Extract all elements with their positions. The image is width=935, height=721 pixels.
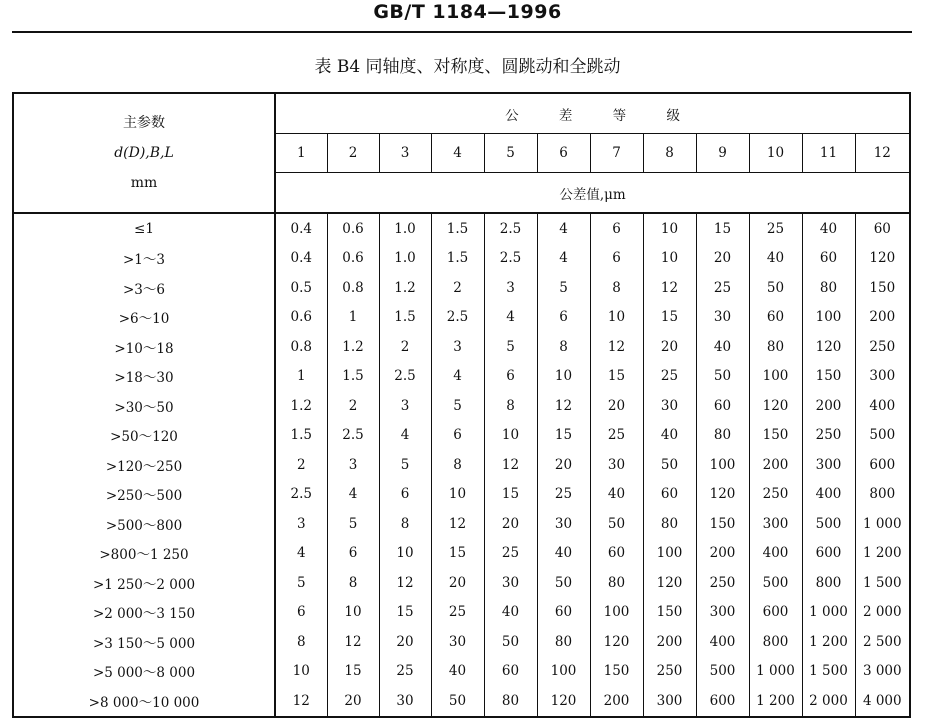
value-cell: 2 000	[802, 686, 855, 717]
value-cell: 8	[327, 568, 379, 598]
value-cell: 30	[590, 450, 643, 480]
value-cell: 300	[696, 598, 749, 628]
value-cell: 10	[643, 213, 696, 244]
value-cell: 2	[275, 450, 327, 480]
value-cell: 8	[484, 391, 537, 421]
table-row	[13, 539, 910, 569]
value-cell: 5	[327, 509, 379, 539]
value-cell: 15	[590, 362, 643, 392]
value-cell: 4	[379, 421, 431, 451]
value-cell: 60	[643, 480, 696, 510]
value-cell: 120	[590, 627, 643, 657]
value-cell: 250	[855, 332, 910, 362]
value-cell: 2	[379, 332, 431, 362]
value-cell: 1 200	[749, 686, 802, 717]
value-cell: 100	[802, 303, 855, 333]
value-cell: 10	[643, 244, 696, 274]
value-cell: 60	[696, 391, 749, 421]
value-cell: 250	[696, 568, 749, 598]
value-cell: 6	[379, 480, 431, 510]
value-cell: 400	[802, 480, 855, 510]
value-cell: 500	[749, 568, 802, 598]
range-cell: >3 150～5 000	[92, 635, 196, 652]
grade-3: 3	[379, 134, 431, 173]
value-cell: 50	[484, 627, 537, 657]
header-rule	[12, 31, 912, 33]
range-cell: ≤1	[134, 220, 154, 237]
table-row	[13, 598, 910, 628]
value-cell: 1.0	[379, 213, 431, 244]
value-cell: 200	[590, 686, 643, 717]
value-cell: 15	[643, 303, 696, 333]
table-row	[13, 686, 910, 717]
value-cell: 40	[643, 421, 696, 451]
value-cell: 4	[484, 303, 537, 333]
value-cell: 1	[327, 303, 379, 333]
value-cell: 250	[643, 657, 696, 687]
value-cell: 6	[431, 421, 484, 451]
value-cell: 300	[855, 362, 910, 392]
grade-1: 1	[275, 134, 327, 173]
value-cell: 80	[749, 332, 802, 362]
value-cell: 150	[749, 421, 802, 451]
value-cell: 8	[431, 450, 484, 480]
value-cell: 40	[431, 657, 484, 687]
value-cell: 12	[431, 509, 484, 539]
value-cell: 20	[379, 627, 431, 657]
tolerance-value-unit: 公差值,μm	[275, 173, 910, 214]
value-cell: 1 000	[855, 509, 910, 539]
value-cell: 80	[696, 421, 749, 451]
grade-10: 10	[749, 134, 802, 173]
value-cell: 400	[696, 627, 749, 657]
value-cell: 60	[484, 657, 537, 687]
value-cell: 3	[275, 509, 327, 539]
value-cell: 200	[855, 303, 910, 333]
value-cell: 15	[379, 598, 431, 628]
value-cell: 15	[431, 539, 484, 569]
value-cell: 100	[590, 598, 643, 628]
value-cell: 10	[590, 303, 643, 333]
table-row	[13, 509, 910, 539]
range-cell: >3～6	[123, 281, 165, 298]
value-cell: 6	[590, 213, 643, 244]
value-cell: 500	[696, 657, 749, 687]
value-cell: 6	[484, 362, 537, 392]
value-cell: 4 000	[855, 686, 910, 717]
value-cell: 150	[855, 273, 910, 303]
value-cell: 8	[379, 509, 431, 539]
main-parameter-header	[13, 93, 275, 213]
value-cell: 150	[696, 509, 749, 539]
value-cell: 2.5	[484, 213, 537, 244]
value-cell: 50	[643, 450, 696, 480]
value-cell: 1 200	[855, 539, 910, 569]
table-row	[13, 480, 910, 510]
value-cell: 80	[802, 273, 855, 303]
table-row	[13, 568, 910, 598]
value-cell: 4	[537, 244, 590, 274]
value-cell: 10	[379, 539, 431, 569]
value-cell: 12	[379, 568, 431, 598]
value-cell: 2	[431, 273, 484, 303]
value-cell: 2.5	[431, 303, 484, 333]
range-cell: >500～800	[105, 517, 183, 534]
value-cell: 30	[484, 568, 537, 598]
value-cell: 4	[275, 539, 327, 569]
value-cell: 300	[749, 509, 802, 539]
value-cell: 10	[537, 362, 590, 392]
value-cell: 25	[696, 273, 749, 303]
value-cell: 50	[431, 686, 484, 717]
value-cell: 6	[275, 598, 327, 628]
range-cell: >800～1 250	[99, 547, 189, 564]
value-cell: 15	[327, 657, 379, 687]
value-cell: 200	[749, 450, 802, 480]
value-cell: 10	[484, 421, 537, 451]
value-cell: 10	[431, 480, 484, 510]
value-cell: 80	[484, 686, 537, 717]
value-cell: 600	[696, 686, 749, 717]
value-cell: 6	[537, 303, 590, 333]
value-cell: 60	[537, 598, 590, 628]
value-cell: 80	[537, 627, 590, 657]
value-cell: 100	[696, 450, 749, 480]
value-cell: 25	[749, 213, 802, 244]
table-row	[13, 450, 910, 480]
value-cell: 2 500	[855, 627, 910, 657]
value-cell: 120	[749, 391, 802, 421]
value-cell: 50	[590, 509, 643, 539]
value-cell: 4	[431, 362, 484, 392]
value-cell: 30	[537, 509, 590, 539]
value-cell: 400	[749, 539, 802, 569]
value-cell: 120	[696, 480, 749, 510]
value-cell: 500	[802, 509, 855, 539]
range-cell: >30～50	[114, 399, 174, 416]
grade-12: 12	[855, 134, 910, 173]
grade-11: 11	[802, 134, 855, 173]
value-cell: 25	[643, 362, 696, 392]
value-cell: 30	[696, 303, 749, 333]
value-cell: 600	[855, 450, 910, 480]
table-row	[13, 362, 910, 392]
value-cell: 12	[590, 332, 643, 362]
value-cell: 1 000	[749, 657, 802, 687]
value-cell: 5	[379, 450, 431, 480]
table-row	[13, 391, 910, 421]
value-cell: 2.5	[275, 480, 327, 510]
value-cell: 5	[275, 568, 327, 598]
value-cell: 6	[327, 539, 379, 569]
value-cell: 4	[327, 480, 379, 510]
value-cell: 2	[327, 391, 379, 421]
value-cell: 1.5	[431, 213, 484, 244]
value-cell: 6	[590, 244, 643, 274]
value-cell: 50	[749, 273, 802, 303]
value-cell: 20	[696, 244, 749, 274]
value-cell: 100	[749, 362, 802, 392]
value-cell: 400	[855, 391, 910, 421]
value-cell: 0.4	[275, 244, 327, 274]
value-cell: 800	[855, 480, 910, 510]
grade-2: 2	[327, 134, 379, 173]
grade-6: 6	[537, 134, 590, 173]
value-cell: 2.5	[379, 362, 431, 392]
value-cell: 3	[379, 391, 431, 421]
table-row	[13, 627, 910, 657]
value-cell: 150	[590, 657, 643, 687]
range-cell: >1 250～2 000	[92, 576, 196, 593]
value-cell: 2 000	[855, 598, 910, 628]
range-cell: >50～120	[110, 429, 178, 446]
tolerance-table	[12, 92, 911, 718]
value-cell: 5	[431, 391, 484, 421]
value-cell: 800	[749, 627, 802, 657]
value-cell: 1 000	[802, 598, 855, 628]
value-cell: 20	[590, 391, 643, 421]
value-cell: 2.5	[484, 244, 537, 274]
value-cell: 15	[484, 480, 537, 510]
value-cell: 1.5	[379, 303, 431, 333]
value-cell: 3	[327, 450, 379, 480]
value-cell: 1.5	[327, 362, 379, 392]
value-cell: 250	[802, 421, 855, 451]
value-cell: 60	[749, 303, 802, 333]
value-cell: 15	[537, 421, 590, 451]
table-row	[13, 244, 910, 274]
main-parameter-symbols: d(D),B,L	[114, 145, 174, 161]
value-cell: 60	[802, 244, 855, 274]
table-row	[13, 657, 910, 687]
value-cell: 25	[537, 480, 590, 510]
value-cell: 200	[802, 391, 855, 421]
range-cell: >2 000～3 150	[92, 606, 196, 623]
value-cell: 3	[484, 273, 537, 303]
range-cell: >120～250	[105, 458, 183, 475]
value-cell: 20	[537, 450, 590, 480]
tolerance-grade-header: 公 差 等 级	[275, 93, 910, 134]
value-cell: 150	[802, 362, 855, 392]
value-cell: 30	[379, 686, 431, 717]
value-cell: 800	[802, 568, 855, 598]
value-cell: 5	[484, 332, 537, 362]
value-cell: 12	[484, 450, 537, 480]
value-cell: 8	[590, 273, 643, 303]
grade-9: 9	[696, 134, 749, 173]
value-cell: 60	[590, 539, 643, 569]
value-cell: 120	[643, 568, 696, 598]
value-cell: 0.8	[275, 332, 327, 362]
value-cell: 40	[484, 598, 537, 628]
main-parameter-label: 主参数	[123, 115, 165, 131]
value-cell: 50	[537, 568, 590, 598]
value-cell: 40	[696, 332, 749, 362]
value-cell: 12	[327, 627, 379, 657]
value-cell: 100	[537, 657, 590, 687]
range-cell: >6～10	[118, 311, 170, 328]
value-cell: 1.2	[327, 332, 379, 362]
range-cell: >250～500	[105, 488, 183, 505]
value-cell: 500	[855, 421, 910, 451]
grade-7: 7	[590, 134, 643, 173]
value-cell: 25	[431, 598, 484, 628]
value-cell: 300	[802, 450, 855, 480]
range-cell: >8 000～10 000	[88, 694, 200, 711]
value-cell: 5	[537, 273, 590, 303]
value-cell: 1	[275, 362, 327, 392]
value-cell: 60	[855, 213, 910, 244]
value-cell: 80	[590, 568, 643, 598]
value-cell: 20	[643, 332, 696, 362]
value-cell: 25	[484, 539, 537, 569]
grade-4: 4	[431, 134, 484, 173]
value-cell: 120	[537, 686, 590, 717]
value-cell: 12	[537, 391, 590, 421]
value-cell: 0.6	[275, 303, 327, 333]
value-cell: 15	[696, 213, 749, 244]
value-cell: 0.5	[275, 273, 327, 303]
value-cell: 25	[590, 421, 643, 451]
value-cell: 1.0	[379, 244, 431, 274]
table-row	[13, 213, 910, 244]
value-cell: 1 200	[802, 627, 855, 657]
value-cell: 1.2	[275, 391, 327, 421]
value-cell: 0.6	[327, 213, 379, 244]
value-cell: 0.8	[327, 273, 379, 303]
value-cell: 10	[275, 657, 327, 687]
range-cell: >18～30	[114, 370, 174, 387]
value-cell: 3	[431, 332, 484, 362]
value-cell: 12	[643, 273, 696, 303]
value-cell: 20	[431, 568, 484, 598]
value-cell: 1 500	[802, 657, 855, 687]
value-cell: 0.6	[327, 244, 379, 274]
value-cell: 50	[696, 362, 749, 392]
value-cell: 4	[537, 213, 590, 244]
main-parameter-unit: mm	[130, 175, 158, 191]
range-cell: >5 000～8 000	[92, 665, 196, 682]
grade-5: 5	[484, 134, 537, 173]
value-cell: 40	[590, 480, 643, 510]
table-caption: 表 B4 同轴度、对称度、圆跳动和全跳动	[314, 57, 621, 77]
value-cell: 30	[431, 627, 484, 657]
value-cell: 0.4	[275, 213, 327, 244]
value-cell: 250	[749, 480, 802, 510]
table-row	[13, 421, 910, 451]
value-cell: 1.5	[275, 421, 327, 451]
value-cell: 12	[275, 686, 327, 717]
value-cell: 80	[643, 509, 696, 539]
value-cell: 1.5	[431, 244, 484, 274]
standard-code: GB/T 1184—1996	[373, 1, 562, 23]
value-cell: 3 000	[855, 657, 910, 687]
value-cell: 300	[643, 686, 696, 717]
value-cell: 1.2	[379, 273, 431, 303]
value-cell: 30	[643, 391, 696, 421]
value-cell: 600	[749, 598, 802, 628]
value-cell: 40	[802, 213, 855, 244]
value-cell: 1 500	[855, 568, 910, 598]
value-cell: 25	[379, 657, 431, 687]
value-cell: 600	[802, 539, 855, 569]
value-cell: 120	[855, 244, 910, 274]
range-cell: >10～18	[114, 340, 174, 357]
value-cell: 100	[643, 539, 696, 569]
value-cell: 8	[537, 332, 590, 362]
value-cell: 40	[537, 539, 590, 569]
value-cell: 20	[327, 686, 379, 717]
value-cell: 2.5	[327, 421, 379, 451]
range-cell: >1～3	[123, 252, 165, 269]
value-cell: 10	[327, 598, 379, 628]
table-row	[13, 273, 910, 303]
value-cell: 200	[696, 539, 749, 569]
table-row	[13, 332, 910, 362]
value-cell: 120	[802, 332, 855, 362]
table-row	[13, 303, 910, 333]
grade-8: 8	[643, 134, 696, 173]
value-cell: 150	[643, 598, 696, 628]
value-cell: 200	[643, 627, 696, 657]
value-cell: 8	[275, 627, 327, 657]
value-cell: 20	[484, 509, 537, 539]
value-cell: 40	[749, 244, 802, 274]
